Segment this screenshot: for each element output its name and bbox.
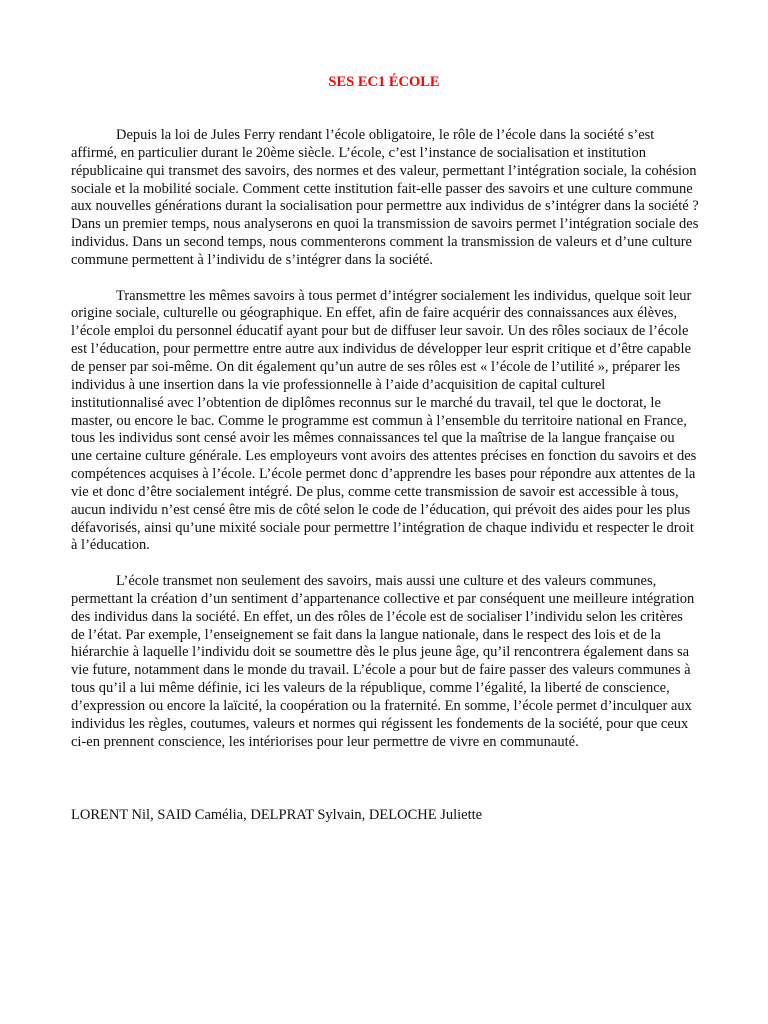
paragraph-valeurs: L’école transmet non seulement des savoirs, mais aussi une culture et des valeurs communes, permettant la création d’un sentiment d’appartenance collective et par conséquent une meilleure intégration des individus dans la société. En effet, un des rôles de l’école est de socialiser l’individu selon les critères de l’état. Par exemple, l’enseignement se fait dans la langue nationale, dans le respect des lois et de la hiérarchie à laquelle l’individu doit se soumettre dès le plus jeune âge, qu’il rencontrera également dans sa vie future, notamment dans le monde du travail. L’école a pour but de faire passer des valeurs communes à tous qu’il a lui même définie, ici les valeurs de la république, comme l’égalité, la liberté de conscience, d’expression ou encore la laïcité, la coopération ou la fraternité. En somme, l’école permet d’inculquer aux individus les règles, coutumes, valeurs et normes qui régissent les fondements de la société, pour que ceux ci-en prennent conscience, les intériorises pour leur permettre de vivre en communauté.: [71, 573, 695, 750]
authors-line: LORENT Nil, SAID Camélia, DELPRAT Sylvain, DELOCHE Juliette: [71, 807, 483, 823]
paragraph-introduction: Depuis la loi de Jules Ferry rendant l’école obligatoire, le rôle de l’école dans la société s’est affirmé, en particulier durant le 20ème siècle. L’école, c’est l’instance de socialisation et institution républicaine qui transmet des savoirs, des normes et des valeur, permettant l’intégration sociale, la cohésion sociale et la mobilité sociale. Comment cette institution fait-elle passer des savoirs et une culture commune aux nouvelles générations durant la socialisation pour permettre aux individus de s’intégrer dans la société ? Dans un premier temps, nous analyserons en quoi la transmission de savoirs permet l’intégration sociale des individus. Dans un second temps, nous commenterons comment la transmission de valeurs et d’une culture commune permettent à l’individu de s’intégrer dans la société.: [71, 127, 699, 268]
document-title: SES EC1 ÉCOLE: [328, 74, 440, 90]
document-body: [71, 127, 699, 769]
paragraph-savoirs: Transmettre les mêmes savoirs à tous permet d’intégrer socialement les individus, quelque soit leur origine sociale, culturelle ou géographique. En effet, afin de faire acquérir des connaissances aux élèves, l’école emploi du personnel éducatif ayant pour but de diffuser leur savoir. Un des rôles sociaux de l’école est l’éducation, pour permettre entre autre aux individus de développer leur esprit critique et d’être capable de penser par soi-même. On dit également qu’un autre de ses rôles est « l’école de l’utilité », préparer les individus à une insertion dans la vie professionnelle à l’aide d’acquisition de capital culturel institutionnalisé avec l’obtention de diplômes reconnus sur le marché du travail, tel que le doctorat, le master, ou encore le bac. Comme le programme est commun à l’ensemble du territoire national en France, tous les individus sont censé avoir les mêmes connaissances tel que la maîtrise de la langue française ou une certaine culture générale. Les employeurs vont avoirs des attentes précises en fonction du savoirs et des compétences acquises à l’école. L’école permet donc d’apprendre les bases pour répondre aux attentes de la vie et donc d’être socialement intégré. De plus, comme cette transmission de savoir est accessible à tous, aucun individu n’est censé être mis de côté selon le code de l’éducation, qui prévoit des aides pour les plus défavorisés, ainsi qu’une mixité sociale pour permettre l’intégration de chaque individu et respecter le droit à l’éducation.: [71, 287, 697, 554]
